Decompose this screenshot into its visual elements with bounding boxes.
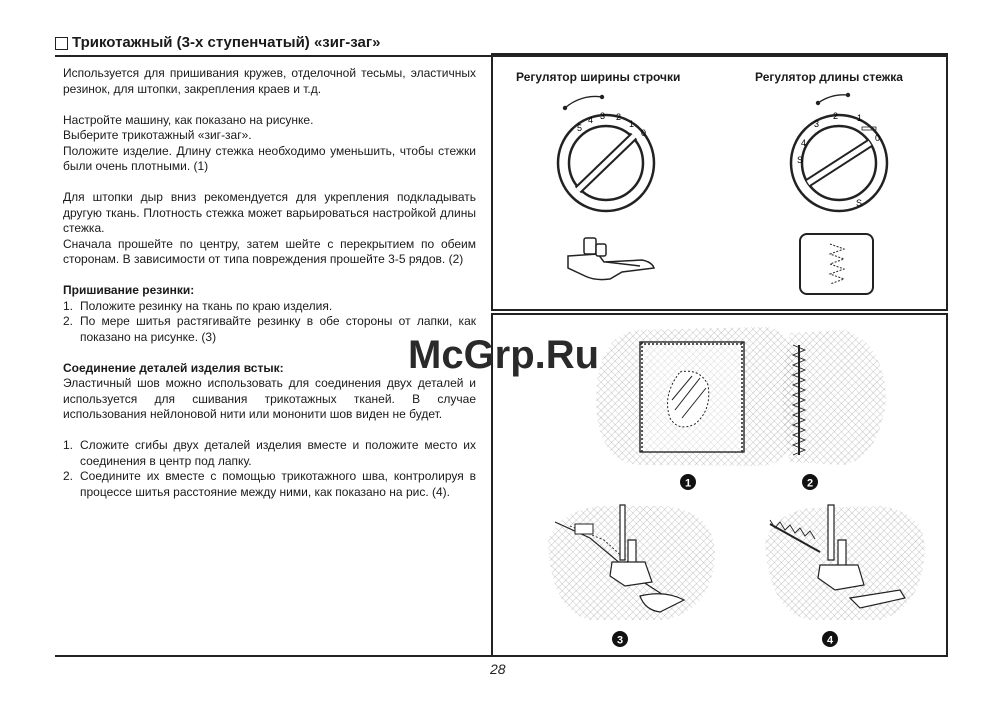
width-dial-label: Регулятор ширины строчки: [516, 70, 681, 84]
setup-line: Настройте машину, как показано на рисунке.: [63, 112, 314, 127]
darning-text: Сначала прошейте по центру, затем шейте с перекрытием по обеим сторонам. В зависимости от типа повреждения прошейте 3-5 рядов. (2): [63, 236, 476, 266]
dial-mark: 5: [577, 123, 583, 133]
setup-line: Выберите трикотажный «зиг-заг».: [63, 128, 252, 142]
figure-number: 2: [806, 477, 814, 490]
page-title: Трикотажный (3-х ступенчатый) «зиг-заг»: [72, 34, 381, 51]
dial-mark: S: [856, 198, 863, 208]
joining-text: Эластичный шов можно использовать для соединения двух деталей и используется для сшивания трикотажных тканей. В случае использования нейлоновой нити или мононити шов виден не будет.: [63, 376, 476, 421]
stitch-pattern-icon: [800, 234, 873, 294]
list-item: 2. По мере шитья растягивайте резинку в обе стороны от лапки, как показано на рисунке. (3): [63, 314, 476, 344]
list-item: 2. Соедините их вместе с помощью трикотажного шва, контролируя в процессе шитья расстояние между ними, как показано на рис. (4).: [63, 469, 476, 499]
dial-mark: 2: [833, 111, 839, 121]
figure-1-darning: [596, 327, 795, 466]
dial-mark: 1: [857, 113, 863, 123]
list-item: 1. Сложите сгибы двух деталей изделия вместе и положите место их соединения в центр под лапку.: [63, 438, 476, 468]
watermark-text: McGrp.Ru: [408, 333, 600, 377]
figure-3-elastic: [548, 505, 715, 620]
dial-mark: 2: [616, 112, 622, 122]
dial-mark: 4: [588, 115, 594, 125]
dial-mark: 4: [801, 138, 807, 148]
length-dial-label: Регулятор длины стежка: [755, 70, 903, 84]
presser-foot-icon: [568, 238, 654, 280]
intro-text: Используется для пришивания кружев, отделочной тесьмы, эластичных резинок, для штопки, закрепления краев и т.д.: [63, 66, 476, 96]
figure-number: 3: [616, 634, 624, 647]
dial-mark: 3: [600, 111, 606, 121]
figure-number: 4: [826, 634, 834, 647]
figure-number: 1: [684, 477, 692, 490]
stitch-width-dial: [558, 95, 654, 211]
dial-mark: 3: [814, 119, 820, 129]
darning-text: Для штопки дыр вниз рекомендуется для укрепления подкладывать другую ткань. Плотность стежка может варьироваться настройкой длины стежка.: [63, 190, 476, 235]
stitch-length-dial: [791, 93, 887, 211]
dial-mark: S: [797, 155, 804, 165]
figure-4-joining: [765, 505, 925, 620]
list-item: 1. Положите резинку на ткань по краю изделия.: [63, 298, 333, 313]
joining-heading: Соединение деталей изделия встык:: [63, 360, 284, 375]
figure-2-repair: [783, 330, 887, 465]
elastic-heading: Пришивание резинки:: [63, 283, 195, 297]
dial-mark: 1: [629, 119, 635, 129]
dial-mark: 0: [641, 128, 647, 138]
setup-line: Положите изделие. Длину стежка необходимо уменьшить, чтобы стежки были очень плотными. (1): [63, 143, 476, 173]
bottom-rule: [55, 655, 948, 657]
page-number: 28: [490, 661, 506, 677]
dial-mark: 0: [875, 133, 881, 143]
